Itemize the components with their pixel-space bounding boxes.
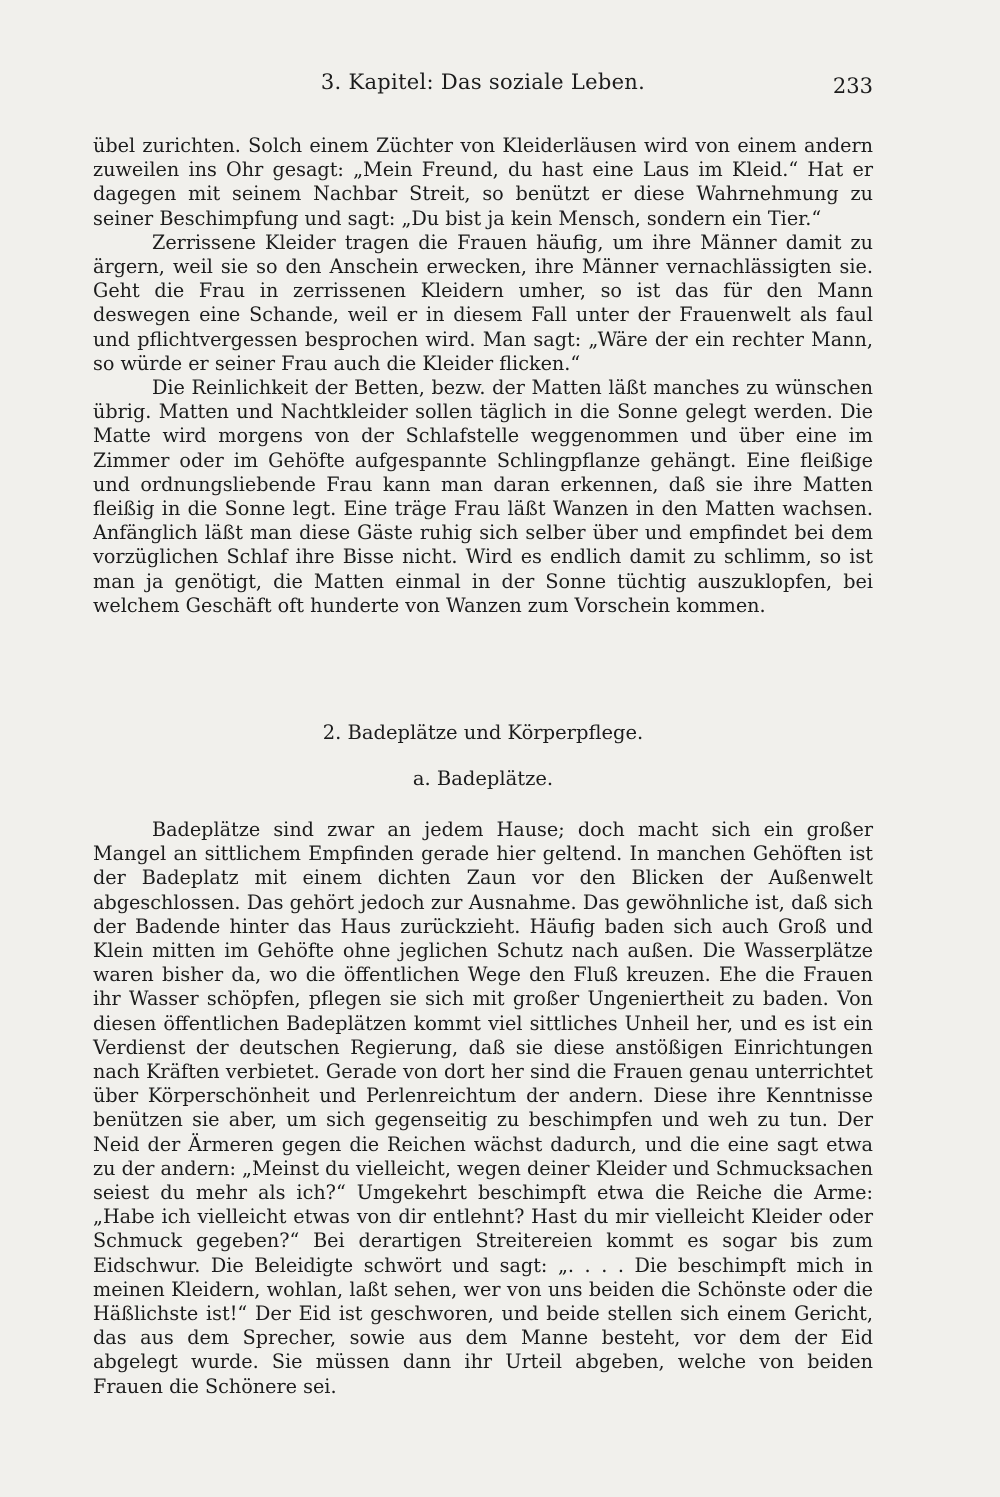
section-heading: 2. Badeplätze und Körperpflege.: [322, 721, 644, 744]
paragraph: übel zurichten. Solch einem Züchter von Kleiderläusen wird von einem andern zuweilen ins Ohr gesagt: „Mein Freund, du hast eine Laus im Kleid.“ Hat er dagegen mit seinem Nachbar Streit, so benützt er diese Wahrnehmung zu seiner Beschimpfung und sagt: „Du bist ja kein Mensch, sondern ein Tier.“: [93, 134, 873, 230]
running-head: 3. Kapitel: Das soziale Leben.: [320, 70, 646, 94]
paragraph: Die Reinlichkeit der Betten, bezw. der Matten läßt manches zu wünschen übrig. Matten und Nachtkleider sollen täglich in die Sonne gelegt werden. Die Matte wird morgens von der Schlafstelle weggenommen und über eine im Zimmer oder im Gehöfte aufgespannte Schlingpflanze gehängt. Eine fleißige und ordnungsliebende Frau kann man daran erkennen, daß sie ihre Matten fleißig in die Sonne legt. Eine träge Frau läßt Wanzen in den Matten wachsen. Anfänglich läßt man diese Gäste ruhig sich selber über und empfindet bei dem vorzüglichen Schlaf ihre Bisse nicht. Wird es endlich damit zu schlimm, so ist man ja genötigt, die Matten einmal in der Sonne tüchtig auszuklopfen, bei welchem Geschäft oft hunderte von Wanzen zum Vorschein kommen.: [93, 376, 873, 617]
page-header: [93, 70, 873, 104]
paragraph: Badeplätze sind zwar an jedem Hause; doch macht sich ein großer Mangel an sittlichem Empfinden gerade hier geltend. In manchen Gehöften ist der Badeplatz mit einem dichten Zaun vor den Blicken der Außenwelt abgeschlossen. Das gehört jedoch zur Ausnahme. Das gewöhnliche ist, daß sich der Badende hinter das Haus zurückzieht. Häufig baden sich auch Groß und Klein mitten im Gehöfte ohne jeglichen Schutz nach außen. Die Wasserplätze waren bisher da, wo die öffentlichen Wege den Fluß kreuzen. Ehe die Frauen ihr Wasser schöpfen, pflegen sie sich mit großer Ungeniertheit zu baden. Von diesen öffentlichen Badeplätzen kommt viel sittliches Unheil her, und es ist ein Verdienst der deutschen Regierung, daß sie diese anstößigen Einrichtungen nach Kräften verbietet. Gerade von dort her sind die Frauen genau unterrichtet über Körperschönheit und Perlenreichtum der andern. Diese ihre Kenntnisse benützen sie aber, um sich gegenseitig zu beschimpfen und weh zu tun. Der Neid der Ärmeren gegen die Reichen wächst dadurch, und die eine sagt etwa zu der andern: „Meinst du vielleicht, wegen deiner Kleider und Schmucksachen seiest du mehr als ich?“ Umgekehrt beschimpft etwa die Reiche die Arme: „Habe ich vielleicht etwas von dir entlehnt? Hast du mir vielleicht Kleider oder Schmuck gegeben?“ Bei derartigen Streitereien kommt es sogar bis zum Eidschwur. Die Beleidigte schwört und sagt: „. . . . Die beschimpft mich in meinen Kleidern, wohlan, laßt sehen, wer von uns beiden die Schönste oder die Häßlichste ist!“ Der Eid ist geschworen, und beide stellen sich einem Gericht, das aus dem Sprecher, sowie aus dem Manne besteht, vor dem der Eid abgelegt wurde. Sie müssen dann ihr Urteil abgeben, welche von beiden Frauen die Schönere sei.: [93, 818, 873, 1398]
text-block-bottom: [93, 818, 873, 1399]
paragraph: Zerrissene Kleider tragen die Frauen häufig, um ihre Männer damit zu ärgern, weil sie so den Anschein erwecken, ihre Männer vernachlässigten sie. Geht die Frau in zerrissenen Kleidern umher, so ist das für den Mann deswegen eine Schande, weil er in diesem Fall unter der Frauenwelt als faul und pflichtvergessen besprochen wird. Man sagt: „Wäre der ein rechter Mann, so würde er seiner Frau auch die Kleider flicken.“: [93, 230, 873, 375]
page-number: 233: [832, 74, 873, 98]
subsection-heading: a. Badeplätze.: [412, 767, 554, 790]
text-block-top: [93, 134, 873, 618]
